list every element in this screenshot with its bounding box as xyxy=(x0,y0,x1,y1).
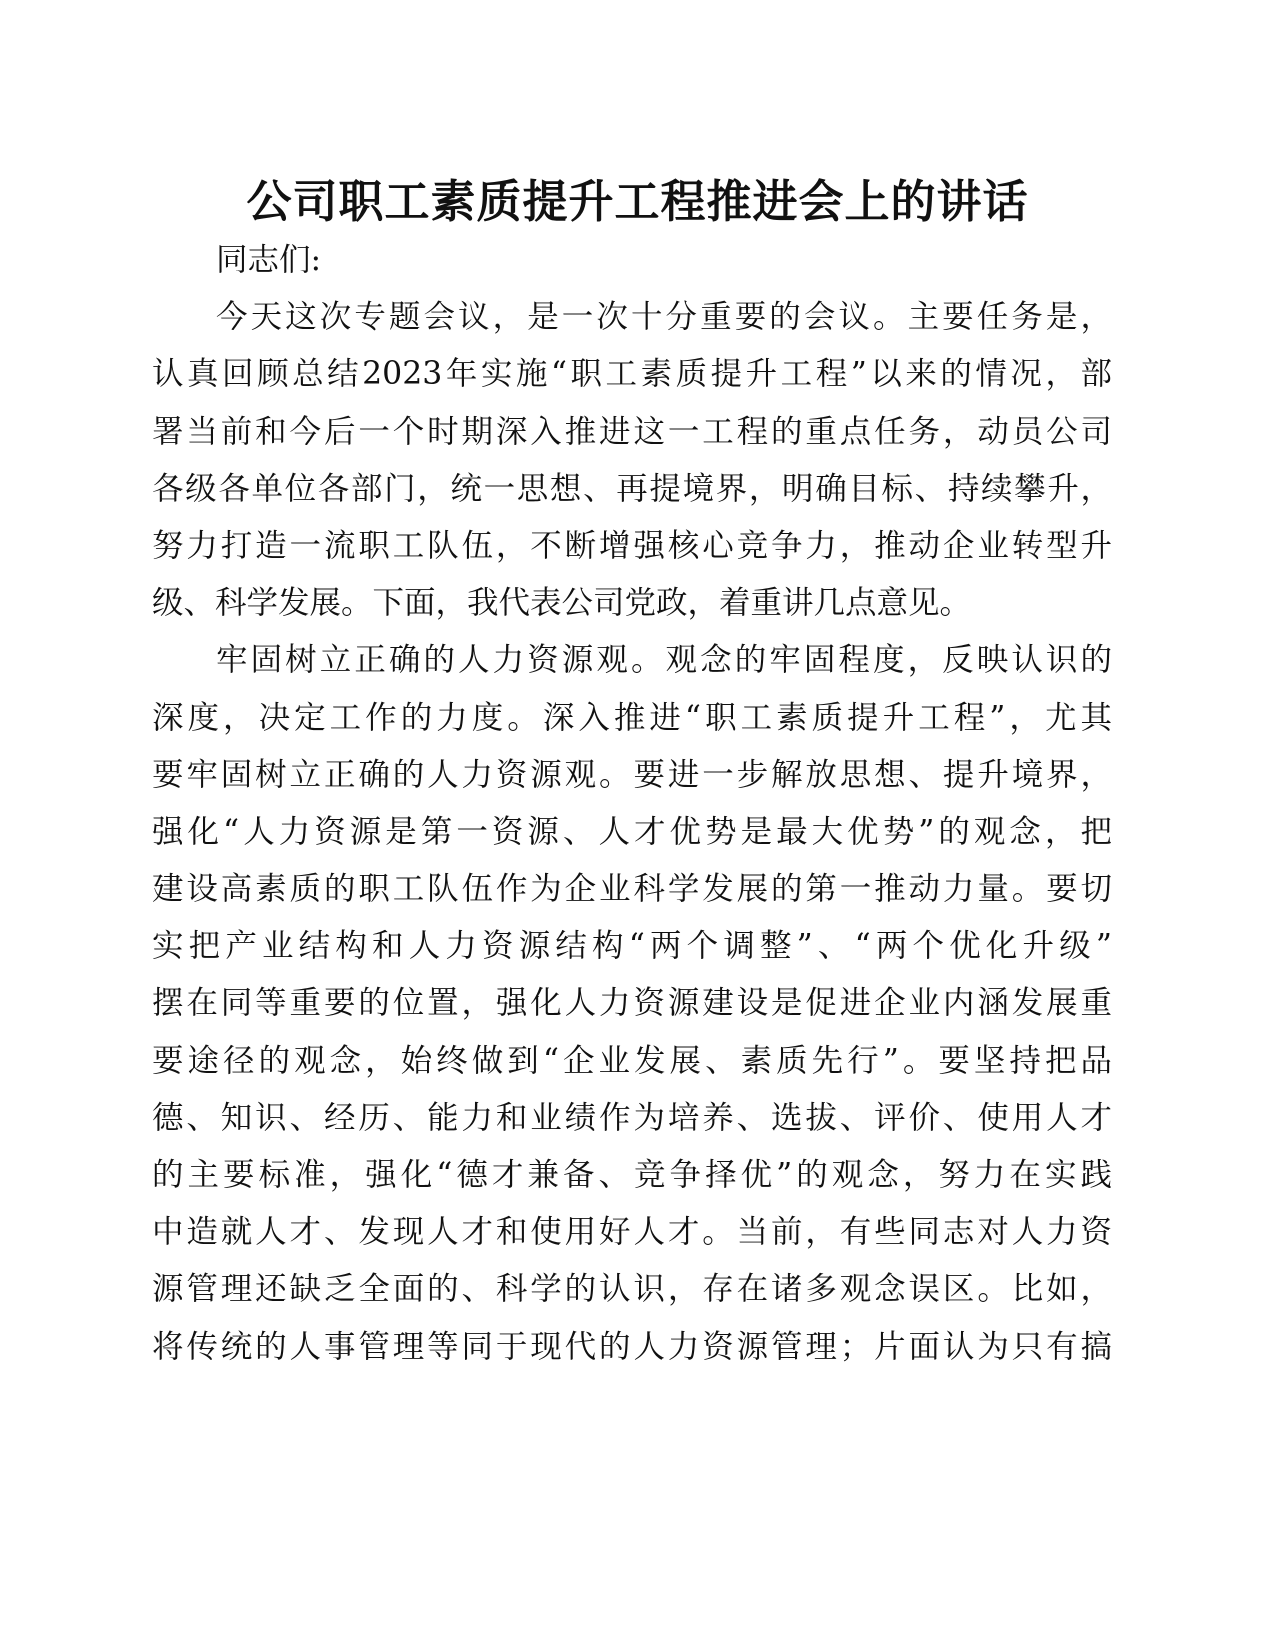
paragraph-line: 德、知识、经历、能力和业绩作为培养、选拔、评价、使用人才 xyxy=(152,1099,1112,1136)
document-body xyxy=(152,232,1112,1376)
paragraph-line: 今天这次专题会议，是一次十分重要的会议。主要任务是， xyxy=(216,299,1112,336)
paragraph-line: 建设高素质的职工队伍作为企业科学发展的第一推动力量。要切 xyxy=(152,871,1112,908)
paragraph-line: 摆在同等重要的位置，强化人力资源建设是促进企业内涵发展重 xyxy=(152,985,1112,1022)
document-title: 公司职工素质提升工程推进会上的讲话 xyxy=(246,175,1029,228)
paragraph-line: 的主要标准，强化“德才兼备、竞争择优”的观念，努力在实践 xyxy=(152,1157,1112,1193)
paragraph-line: 中造就人才、发现人才和使用好人才。当前，有些同志对人力资 xyxy=(152,1214,1112,1251)
paragraph-1 xyxy=(152,289,1112,632)
salutation: 同志们: xyxy=(216,242,322,278)
paragraph-line: 将传统的人事管理等同于现代的人力资源管理；片面认为只有搞 xyxy=(152,1328,1112,1365)
paragraph-line: 各级各单位各部门，统一思想、再提境界，明确目标、持续攀升， xyxy=(152,470,1112,507)
paragraph-line: 源管理还缺乏全面的、科学的认识，存在诸多观念误区。比如， xyxy=(152,1271,1112,1308)
paragraph-line: 要牢固树立正确的人力资源观。要进一步解放思想、提升境界， xyxy=(152,756,1112,793)
paragraph-line: 努力打造一流职工队伍，不断增强核心竞争力，推动企业转型升 xyxy=(152,527,1112,564)
paragraph-line: 级、科学发展。下面，我代表公司党政，着重讲几点意见。 xyxy=(152,585,972,622)
paragraph-line: 深度，决定工作的力度。深入推进“职工素质提升工程”，尤其 xyxy=(152,699,1112,736)
paragraph-line: 强化“人力资源是第一资源、人才优势是最大优势”的观念，把 xyxy=(152,813,1112,850)
paragraph-line: 实把产业结构和人力资源结构“两个调整”、“两个优化升级” xyxy=(152,928,1112,965)
paragraph-2 xyxy=(152,632,1112,1375)
paragraph-line: 署当前和今后一个时期深入推进这一工程的重点任务，动员公司 xyxy=(152,413,1112,450)
paragraph-line: 牢固树立正确的人力资源观。观念的牢固程度，反映认识的 xyxy=(216,642,1112,679)
paragraph-line: 要途径的观念，始终做到“企业发展、素质先行”。要坚持把品 xyxy=(152,1042,1112,1079)
paragraph-line: 认真回顾总结2023年实施“职工素质提升工程”以来的情况，部 xyxy=(152,356,1112,393)
